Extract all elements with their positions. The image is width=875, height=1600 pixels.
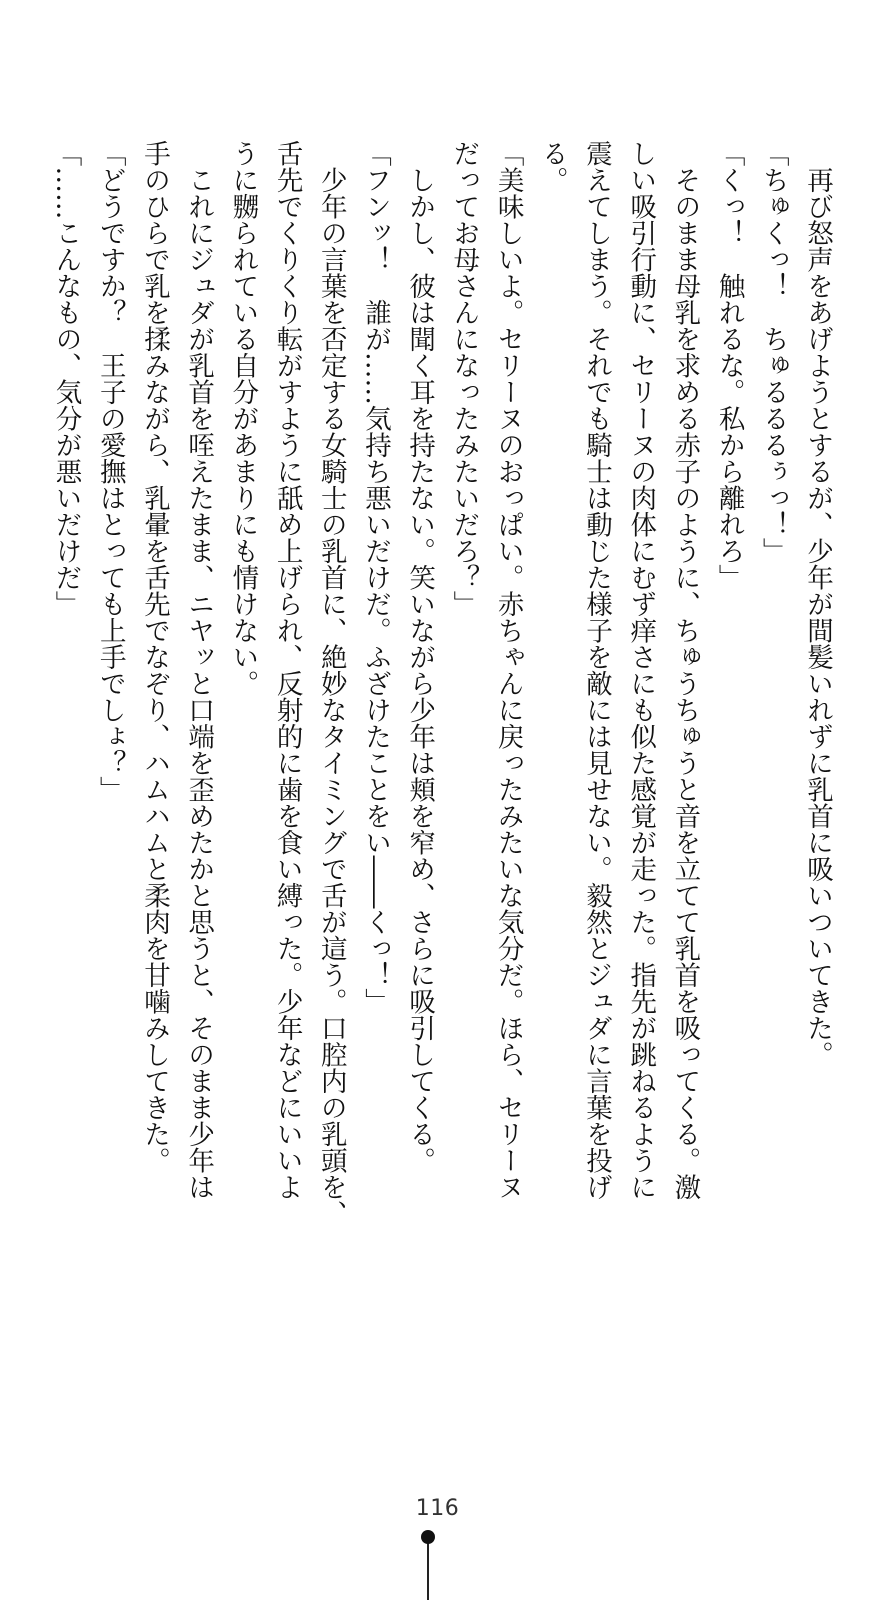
- text-line: る。: [536, 140, 568, 193]
- text-line: 「くっ！ 触れるな。私から離れろ」: [713, 140, 745, 591]
- text-line: そのまま母乳を求める赤子のように、ちゅうちゅうと音を立てて乳首を吸ってくる。激: [669, 140, 701, 1200]
- body-text: [39, 140, 839, 1340]
- page-marker-dot-icon: [421, 1530, 435, 1544]
- text-line: これにジュダが乳首を咥えたまま、ニヤッと口端を歪めたかと思うと、そのまま少年は: [183, 140, 215, 1200]
- text-line: 「フンッ！ 誰が……気持ち悪いだけだ。ふざけたことをい――くっ！」: [359, 140, 391, 1015]
- text-line: 「どうですか？ 王子の愛撫はとっても上手でしょ？」: [94, 140, 126, 803]
- page-number: 116: [415, 1496, 460, 1521]
- text-line: しかし、彼は聞く耳を持たない。笑いながら少年は頬を窄め、さらに吸引してくる。: [404, 140, 436, 1174]
- text-line: しい吸引行動に、セリーヌの肉体にむず痒さにも似た感覚が走った。指先が跳ねるように: [625, 140, 657, 1200]
- text-line: 震えてしまう。それでも騎士は動じた様子を敵には見せない。毅然とジュダに言葉を投げ: [580, 140, 612, 1200]
- text-line: だってお母さんになったみたいだろ？」: [448, 140, 480, 617]
- text-line: 手のひらで乳を揉みながら、乳暈を舌先でなぞり、ハムハムと柔肉を甘噛みしてきた。: [138, 140, 170, 1174]
- text-line: 再び怒声をあげようとするが、少年が間髪いれずに乳首に吸いついてきた。: [802, 140, 833, 1068]
- text-line: 舌先でくりくり転がすように舐め上げられ、反射的に歯を食い縛った。少年などにいいよ: [271, 140, 303, 1200]
- text-line: 「美味しいよ。セリーヌのおっぱい。赤ちゃんに戻ったみたいな気分だ。ほら、セリーヌ: [492, 140, 524, 1200]
- text-line: 「……こんなもの、気分が悪いだけだ」: [50, 140, 82, 617]
- text-line: 「ちゅくっ！ ちゅるるるぅっ！」: [757, 140, 789, 564]
- text-line: 少年の言葉を否定する女騎士の乳首に、絶妙なタイミングで舌が這う。口腔内の乳頭を、: [315, 140, 347, 1227]
- text-line: うに嬲られている自分があまりにも情けない。: [227, 140, 259, 697]
